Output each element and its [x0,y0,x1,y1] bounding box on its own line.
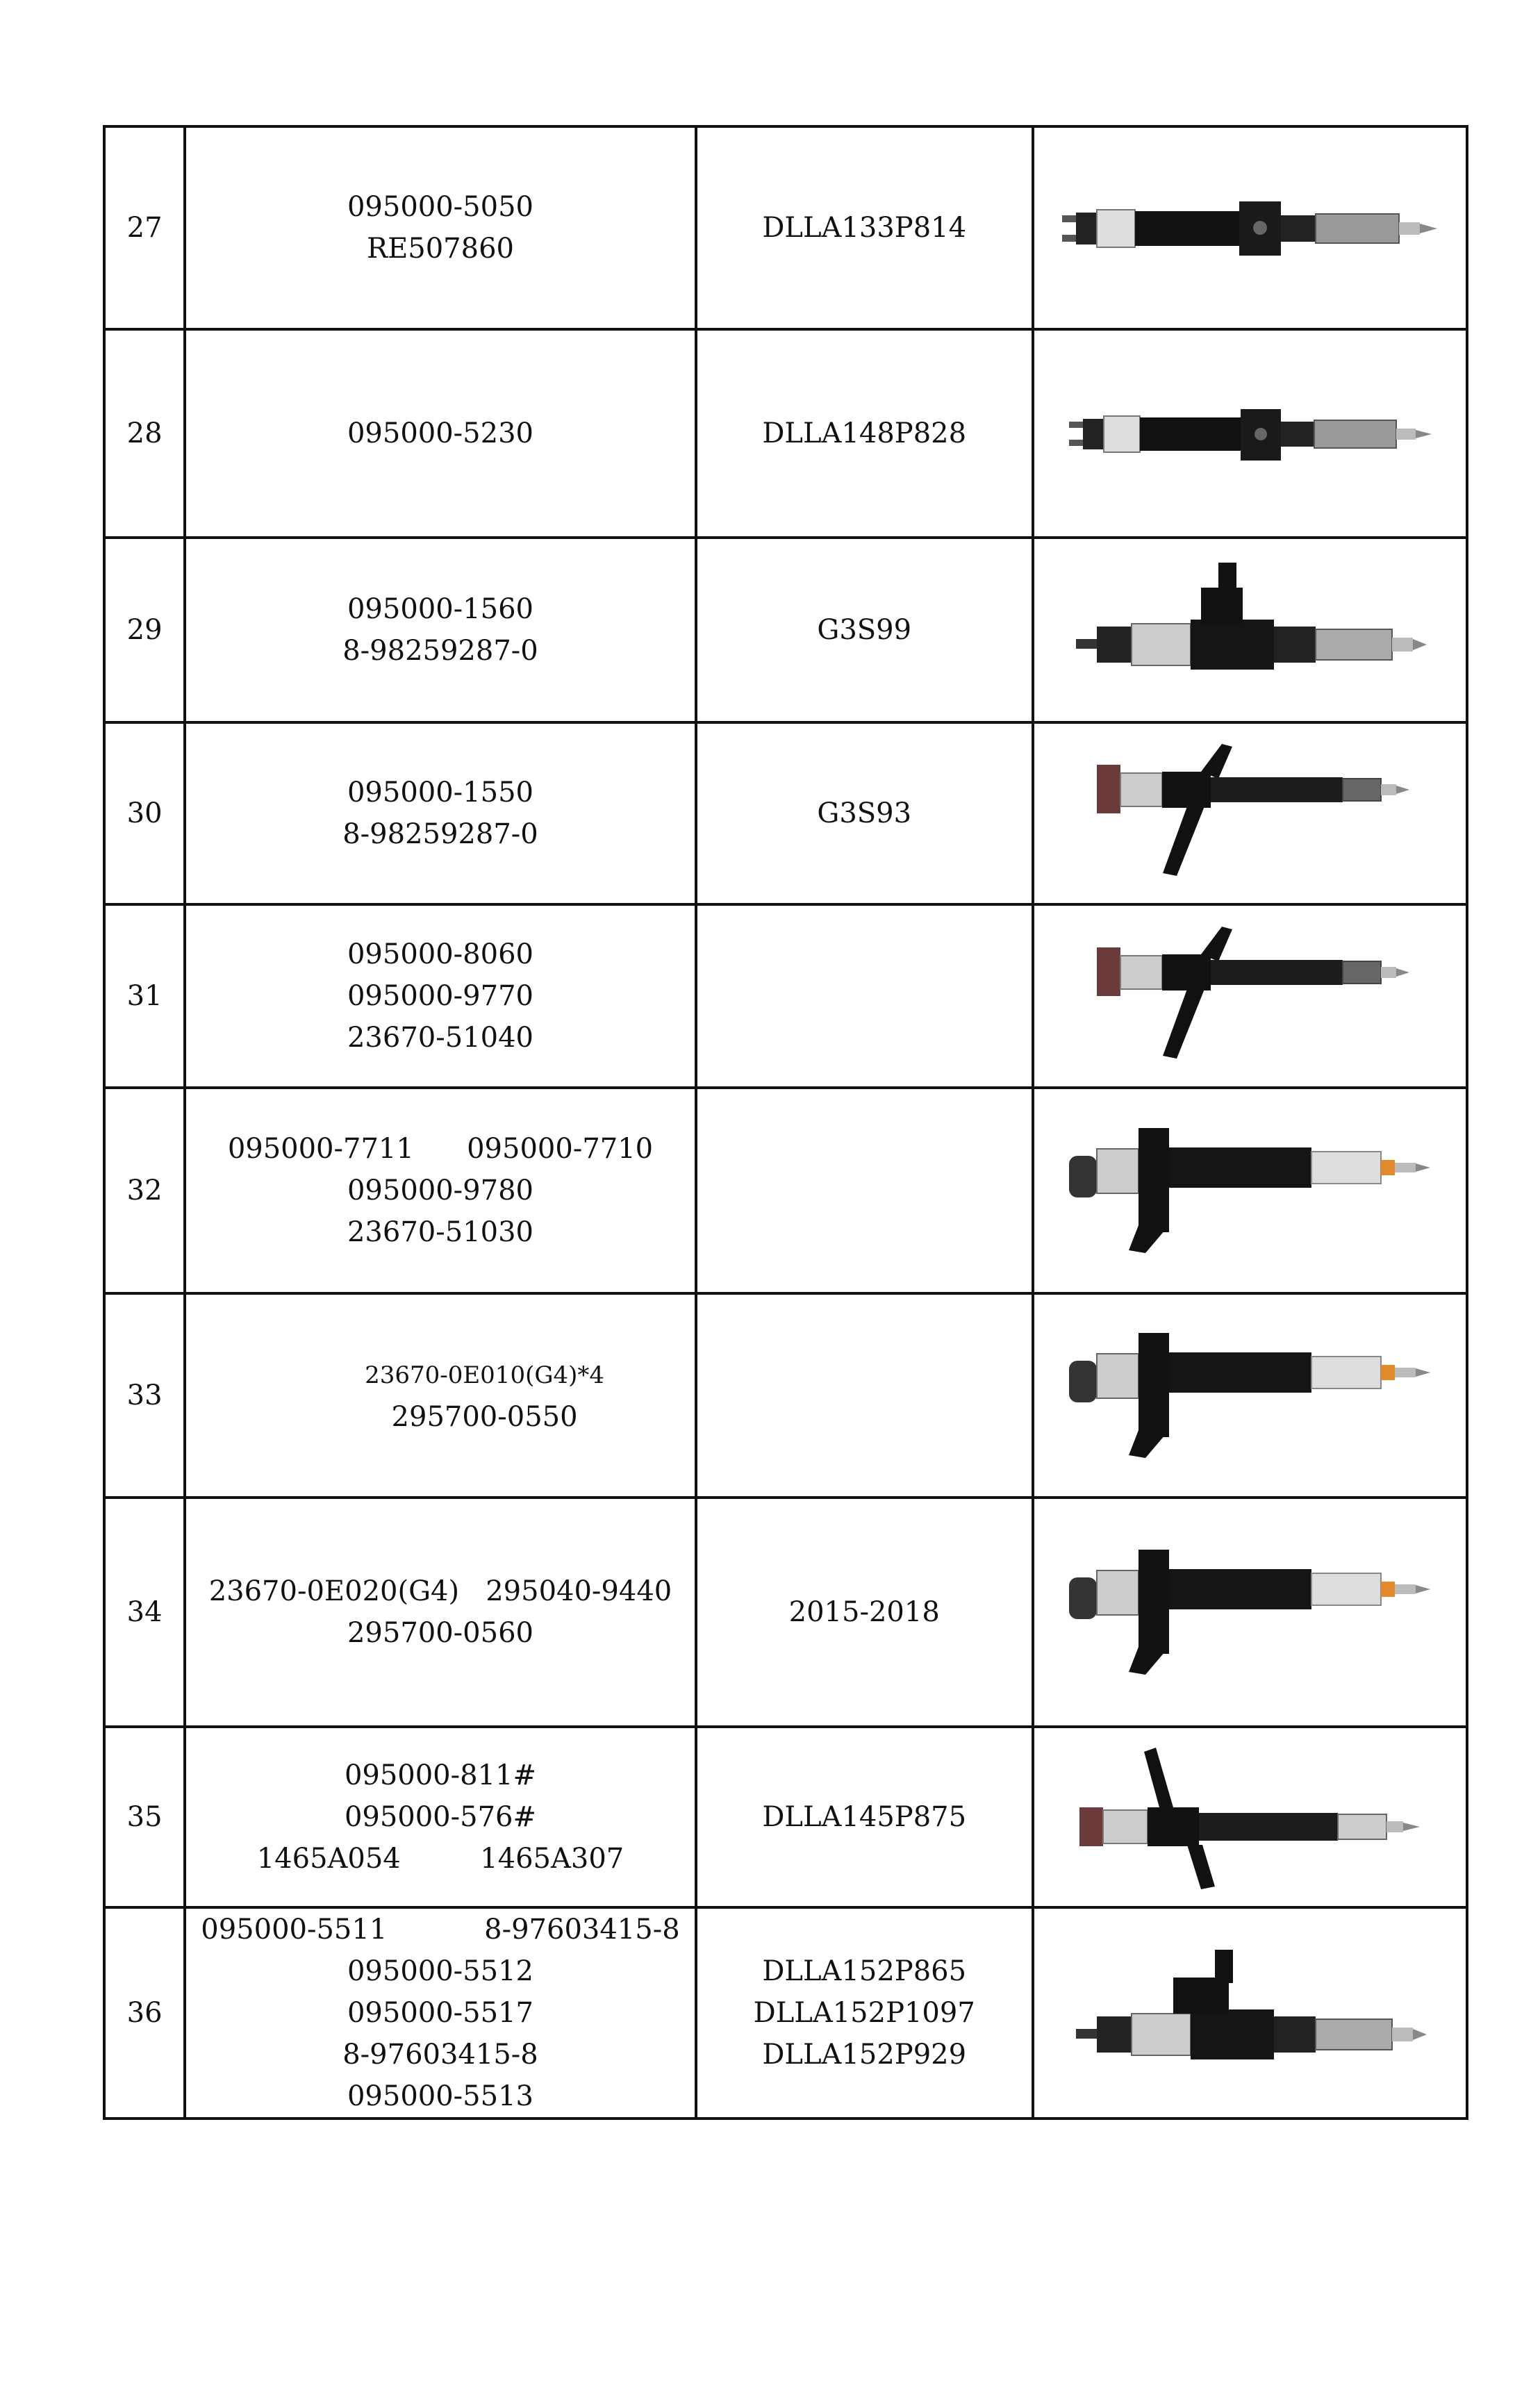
table-row [104,1498,1467,1727]
part-number: 8-98259287-0 [342,818,538,850]
common-rail-injector-icon [1055,186,1444,270]
nozzle-cell [696,1727,1033,1907]
part-number: 095000-9770 [347,980,533,1012]
part-numbers-cell [185,904,695,1088]
part-number: 095000-811# [344,1759,537,1791]
row-number: 28 [104,329,185,538]
injector-catalog-table [103,125,1468,2120]
product-image-cell [1033,1727,1467,1907]
product-image-cell [1033,904,1467,1088]
product-image-cell [1033,329,1467,538]
nozzle-cell [696,722,1033,904]
nozzle-cell [696,1498,1033,1727]
part-numbers-cell [185,722,695,904]
part-number: 23670-51030 [347,1216,533,1248]
angled-inlet-injector-icon [1069,1741,1430,1893]
row-number: 36 [104,1907,185,2119]
nozzle-number: DLLA148P828 [762,417,967,449]
part-number: 095000-7711 095000-7710 [227,1133,654,1165]
part-numbers-cell [185,1907,695,2119]
table-row [104,126,1467,329]
part-number: 095000-9780 [347,1175,533,1207]
part-numbers-cell [185,1088,695,1293]
part-number: 8-97603415-8 [342,2039,538,2071]
side-connector-injector-icon [1069,557,1430,703]
part-number: 095000-5513 [347,2080,533,2112]
row-number: 33 [104,1293,185,1498]
part-number: 095000-5050 [347,191,533,223]
nozzle-number: G3S93 [817,797,912,829]
row-number: 27 [104,126,185,329]
part-number: 095000-5230 [347,417,533,449]
nozzle-cell [696,1907,1033,2119]
nozzle-cell [696,126,1033,329]
table-row [104,1293,1467,1498]
row-number: 30 [104,722,185,904]
row-number: 35 [104,1727,185,1907]
product-image-cell [1033,1907,1467,2119]
table-row [104,1727,1467,1907]
nozzle-cell [696,1088,1033,1293]
row-number: 29 [104,538,185,722]
nozzle-number: DLLA152P865 [762,1955,967,1987]
part-number: 095000-5517 [347,1997,533,2029]
part-numbers-cell [185,1498,695,1727]
part-number: 095000-1560 [347,593,533,625]
table-row [104,722,1467,904]
side-connector-injector-icon [1069,1940,1430,2086]
table-row [104,904,1467,1088]
product-image-cell [1033,538,1467,722]
black-body-injector-icon [1062,1326,1437,1465]
part-number: 23670-51040 [347,1022,533,1054]
model-years: 2015-2018 [788,1596,940,1628]
product-image-cell [1033,1498,1467,1727]
common-rail-injector-icon [1062,395,1437,472]
nozzle-number: G3S99 [817,614,912,646]
nozzle-number: DLLA152P929 [762,2039,967,2071]
nozzle-cell [696,1293,1033,1498]
part-numbers-cell [185,1293,695,1498]
part-number: 095000-576# [344,1801,537,1833]
table-row [104,538,1467,722]
part-number: 095000-1550 [347,777,533,809]
part-numbers-cell [185,126,695,329]
row-number: 34 [104,1498,185,1727]
nozzle-cell [696,904,1033,1088]
part-number: 8-98259287-0 [342,635,538,667]
nozzle-number: DLLA152P1097 [753,1997,975,2029]
part-number: 23670-0E010(G4)*4 [365,1361,605,1389]
part-number: 23670-0E020(G4) 295040-9440 [208,1575,672,1607]
part-number: RE507860 [366,233,514,265]
table-row [104,329,1467,538]
part-number: 095000-5511 8-97603415-8 [201,1914,680,1946]
product-image-cell [1033,1088,1467,1293]
angled-inlet-injector-icon [1083,920,1416,1072]
nozzle-cell [696,538,1033,722]
product-image-cell [1033,1293,1467,1498]
part-number: 295700-0550 [391,1401,578,1433]
black-body-injector-icon [1062,1121,1437,1260]
table-row [104,1088,1467,1293]
part-number: 295700-0560 [347,1617,533,1649]
nozzle-cell [696,329,1033,538]
product-image-cell [1033,722,1467,904]
angled-inlet-injector-icon [1083,737,1416,890]
part-numbers-cell [185,1727,695,1907]
part-number: 095000-5512 [347,1955,533,1987]
product-image-cell [1033,126,1467,329]
part-numbers-cell [185,538,695,722]
part-number: 095000-8060 [347,938,533,970]
part-numbers-cell [185,329,695,538]
black-body-injector-icon [1062,1543,1437,1682]
row-number: 32 [104,1088,185,1293]
table-row [104,1907,1467,2119]
part-number: 1465A054 1465A307 [256,1843,624,1875]
row-number: 31 [104,904,185,1088]
nozzle-number: DLLA133P814 [762,212,967,244]
nozzle-number: DLLA145P875 [762,1801,967,1833]
